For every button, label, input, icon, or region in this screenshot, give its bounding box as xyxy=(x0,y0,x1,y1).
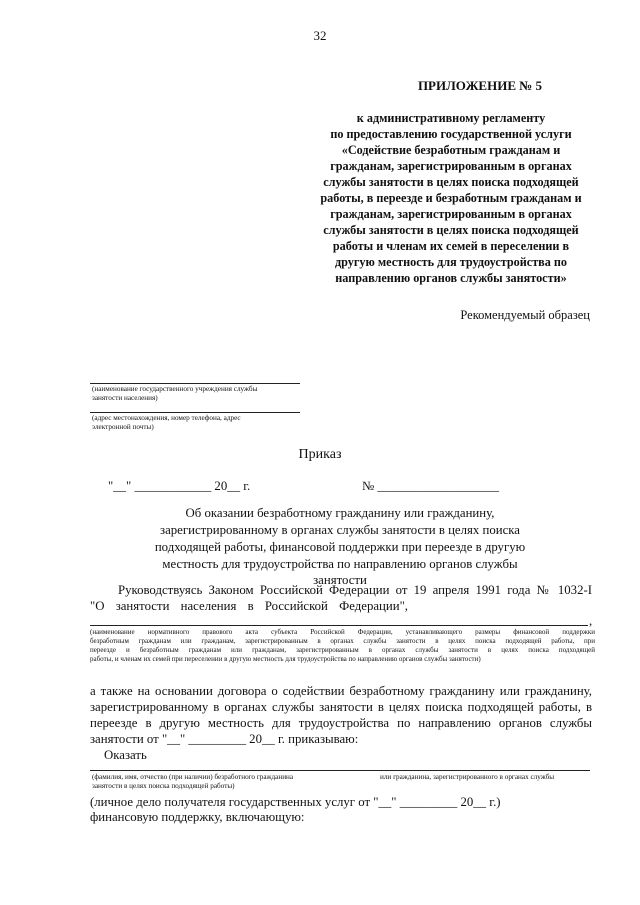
regulation-line: работы, в переезде и безработным гражданам и xyxy=(320,191,582,205)
order-title: Приказ xyxy=(298,447,342,462)
person-caption-right: или гражданина, зарегистрированного в органах службы xyxy=(380,773,555,781)
legal-act-caption: переезде и безработным гражданам или гражданам, зарегистрированным в органах службы занятости в целях поиска подходящей xyxy=(90,646,595,654)
legal-act-caption: работы, и членам их семей при переселении в другую местность для трудоустройства по направлению органов службы занятости) xyxy=(90,655,481,663)
person-caption-left: (фамилия, имя, отчество (при наличии) безработного гражданина занятости в целях поиска подходящей работы) xyxy=(92,773,294,790)
regulation-line: направлению органов службы занятости» xyxy=(335,271,567,285)
legal-act-caption: (наименование нормативного правового акта субъекта Российской Федерации, устанавливающего размеры финансовой поддержки xyxy=(90,628,595,636)
contract-line: переезде в другую местность для трудоустройства по направлению органов службы xyxy=(90,716,592,730)
appendix-title: ПРИЛОЖЕНИЕ № 5 xyxy=(417,78,543,93)
legal-act-caption: безработным гражданам или гражданам, зарегистрированным в органах службы занятости в целях поиска подходящей работы, при xyxy=(90,637,595,645)
regulation-line: работы и членам их семей в переселении в xyxy=(332,239,570,253)
institution-name-caption: (наименование государственного учреждения службы занятости населения) xyxy=(92,385,258,402)
subject-line: занятости xyxy=(313,573,367,587)
institution-name-line xyxy=(90,383,300,384)
regulation-line: «Содействие безработным гражданам и xyxy=(341,143,561,157)
subject-line: зарегистрированному в органах службы занятости в целях поиска xyxy=(160,523,520,537)
regulation-line: по предоставлению государственной услуги xyxy=(330,127,572,141)
contract-line: занятости от "__" _________ 20__ г. приказываю: xyxy=(90,732,359,746)
sample-label: Рекомендуемый образец xyxy=(460,308,590,322)
subject-line: местность для трудоустройства по направлению органов службы xyxy=(162,557,518,571)
contract-line: а также на основании договора о содействии безработному гражданину или гражданину, xyxy=(90,684,592,698)
personal-file: (личное дело получателя государственных услуг от "__" _________ 20__ г.) xyxy=(90,795,501,809)
regulation-line: другую местность для трудоустройства по xyxy=(334,255,568,269)
regulation-line: гражданам, зарегистрированным в органах xyxy=(330,207,572,221)
subject-line: Об оказании безработному гражданину или гражданину, xyxy=(185,506,495,520)
regulation-line: службы занятости в целях поиска подходящей xyxy=(323,223,579,237)
basis-line-2: "О занятости населения в Российской Федерации", xyxy=(90,599,408,613)
contract-line: зарегистрированному в органах службы занятости в целях поиска подходящей работы, в xyxy=(90,700,592,714)
institution-address-line xyxy=(90,412,300,413)
regulation-line: гражданам, зарегистрированным в органах xyxy=(330,159,572,173)
regulation-line: службы занятости в целях поиска подходящей xyxy=(323,175,579,189)
order-date: "__" ____________ 20__ г. xyxy=(108,479,251,493)
legal-act-comma: , xyxy=(589,614,593,628)
page-number: 32 xyxy=(313,28,327,43)
support-label: финансовую поддержку, включающую: xyxy=(90,810,305,824)
basis-line-1: Руководствуясь Законом Российской Федерации от 19 апреля 1991 года № 1032-I xyxy=(118,583,592,597)
person-name-line xyxy=(90,770,590,771)
subject-line: подходящей работы, финансовой поддержки при переезде в другую xyxy=(154,540,526,554)
order-number: № ___________________ xyxy=(362,479,499,493)
legal-act-line xyxy=(90,625,588,626)
regulation-line: к административному регламенту xyxy=(356,111,546,125)
provide-label: Оказать xyxy=(104,748,147,762)
institution-address-caption: (адрес местонахождения, номер телефона, адрес электронной почты) xyxy=(92,414,241,431)
